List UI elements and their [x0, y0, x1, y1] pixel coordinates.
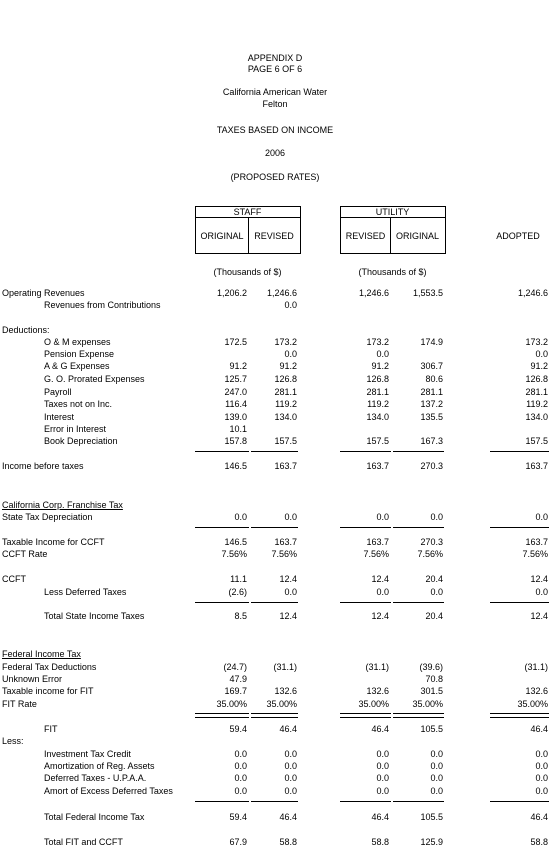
cell-value: 91.2 [371, 361, 389, 371]
cell-value: 91.2 [279, 361, 297, 371]
cell-value: 281.1 [420, 387, 443, 397]
cell-value: 91.2 [530, 361, 548, 371]
cell-value: 0.0 [234, 773, 247, 783]
row-label: Deferred Taxes - U.P.A.A. [44, 773, 147, 783]
cell-value: 135.5 [420, 412, 443, 422]
cell-value: 1,246.6 [266, 288, 297, 298]
cell-value: 167.3 [420, 436, 443, 446]
cell-value: 0.0 [284, 349, 297, 359]
cell-value: 0.0 [376, 349, 389, 359]
cell-value: 0.0 [376, 786, 389, 796]
cell-value: 0.0 [376, 749, 389, 759]
cell-value: 91.2 [229, 361, 247, 371]
row-label: Error in Interest [44, 424, 107, 434]
cell-value: 0.0 [535, 761, 548, 771]
cell-value: 0.0 [284, 761, 297, 771]
cell-value: 157.8 [224, 436, 247, 446]
staff-header: STAFF [233, 207, 262, 217]
cell-value: 126.8 [366, 374, 389, 384]
cell-value: 12.4 [371, 574, 389, 584]
row-label: Taxable Income for CCFT [2, 537, 105, 547]
cell-value: 0.0 [376, 761, 389, 771]
cell-value: 157.5 [366, 436, 389, 446]
cell-value: 105.5 [420, 812, 443, 822]
cell-value: 134.0 [525, 412, 548, 422]
row-label: Amortization of Reg. Assets [44, 761, 155, 771]
cell-value: 0.0 [430, 773, 443, 783]
staff-units-label: (Thousands of $) [213, 267, 282, 277]
cell-value: 247.0 [224, 387, 247, 397]
cell-value: 0.0 [284, 773, 297, 783]
underline-rule [195, 527, 249, 528]
cell-value: 35.00% [412, 699, 443, 709]
utility-units-label: (Thousands of $) [358, 267, 427, 277]
cell-value: 281.1 [366, 387, 389, 397]
cell-value: 35.00% [216, 699, 247, 709]
cell-value: 7.56% [522, 549, 548, 559]
cell-value: 0.0 [430, 512, 443, 522]
cell-value: 12.4 [279, 574, 297, 584]
cell-value: 0.0 [376, 773, 389, 783]
cell-value: 46.4 [279, 724, 297, 734]
cell-value: 0.0 [430, 761, 443, 771]
row-label: Investment Tax Credit [44, 749, 131, 759]
row-label: Interest [44, 412, 75, 422]
cell-value: 126.8 [525, 374, 548, 384]
double-underline-rule [393, 713, 444, 718]
underline-rule [251, 451, 298, 452]
cell-value: 12.4 [530, 574, 548, 584]
cell-value: 0.0 [284, 300, 297, 310]
cell-value: 59.4 [229, 812, 247, 822]
cell-value: 0.0 [284, 749, 297, 759]
cell-value: 301.5 [420, 686, 443, 696]
document-title: TAXES BASED ON INCOME [216, 125, 334, 135]
cell-value: 270.3 [420, 537, 443, 547]
row-label: Less: [2, 736, 24, 746]
underline-rule [340, 527, 391, 528]
cell-value: 46.4 [371, 812, 389, 822]
row-label: Total State Income Taxes [44, 611, 145, 621]
cell-value: 134.0 [366, 412, 389, 422]
cell-value: (2.6) [228, 587, 247, 597]
row-label: A & G Expenses [44, 361, 110, 371]
cell-value: 58.8 [530, 837, 548, 847]
row-label: Amort of Excess Deferred Taxes [44, 786, 173, 796]
cell-value: 58.8 [279, 837, 297, 847]
cell-value: 132.6 [525, 686, 548, 696]
cell-value: 0.0 [376, 512, 389, 522]
staff-revised-header: REVISED [254, 231, 294, 241]
cell-value: 173.2 [274, 337, 297, 347]
cell-value: 7.56% [271, 549, 297, 559]
row-label: Income before taxes [2, 461, 84, 471]
cell-value: 125.9 [420, 837, 443, 847]
underline-rule [490, 602, 549, 603]
cell-value: 35.00% [358, 699, 389, 709]
row-label: Operating Revenues [2, 288, 85, 298]
cell-value: 174.9 [420, 337, 443, 347]
row-label: CCFT [2, 574, 26, 584]
cell-value: 306.7 [420, 361, 443, 371]
cell-value: 7.56% [363, 549, 389, 559]
cell-value: 157.5 [274, 436, 297, 446]
underline-rule [393, 801, 444, 802]
cell-value: 281.1 [525, 387, 548, 397]
underline-rule [195, 602, 249, 603]
cell-value: 0.0 [430, 749, 443, 759]
cell-value: 0.0 [535, 786, 548, 796]
cell-value: 119.2 [367, 399, 389, 409]
underline-rule [340, 451, 391, 452]
cell-value: 132.6 [274, 686, 297, 696]
cell-value: 70.8 [425, 674, 443, 684]
cell-value: (31.1) [273, 662, 297, 672]
cell-value: (24.7) [223, 662, 247, 672]
cell-value: 146.5 [224, 461, 247, 471]
utility-revised-header: REVISED [345, 231, 386, 241]
cell-value: 169.7 [224, 686, 247, 696]
cell-value: 0.0 [535, 512, 548, 522]
underline-rule [340, 801, 391, 802]
underline-rule [195, 451, 249, 452]
underline-rule [393, 451, 444, 452]
page-number: PAGE 6 OF 6 [247, 64, 303, 74]
row-label: Unknown Error [2, 674, 63, 684]
cell-value: 0.0 [284, 786, 297, 796]
cell-value: 80.6 [425, 374, 443, 384]
underline-rule [340, 602, 391, 603]
cell-value: 139.0 [224, 412, 247, 422]
double-underline-rule [251, 713, 298, 718]
cell-value: 46.4 [530, 724, 548, 734]
cell-value: 20.4 [425, 574, 443, 584]
document-subtitle: (PROPOSED RATES) [230, 172, 320, 182]
row-label: Total Federal Income Tax [44, 812, 145, 822]
double-underline-rule [195, 713, 249, 718]
cell-value: 0.0 [535, 773, 548, 783]
row-label: Book Depreciation [44, 436, 118, 446]
row-label: Revenues from Contributions [44, 300, 161, 310]
cell-value: 67.9 [229, 837, 247, 847]
cell-value: 47.9 [229, 674, 247, 684]
row-label: Taxable income for FIT [2, 686, 94, 696]
row-label: State Tax Depreciation [2, 512, 93, 522]
cell-value: 46.4 [371, 724, 389, 734]
cell-value: 0.0 [430, 587, 443, 597]
cell-value: 0.0 [234, 786, 247, 796]
double-underline-rule [490, 713, 549, 718]
cell-value: 11.1 [230, 574, 247, 584]
row-label: Deductions: [2, 325, 50, 335]
underline-rule [251, 602, 298, 603]
double-underline-rule [340, 713, 391, 718]
cell-value: 46.4 [530, 812, 548, 822]
cell-value: (39.6) [419, 662, 443, 672]
cell-value: 35.00% [517, 699, 548, 709]
cell-value: 1,553.5 [412, 288, 443, 298]
cell-value: 46.4 [279, 812, 297, 822]
cell-value: 163.7 [366, 461, 389, 471]
underline-rule [393, 602, 444, 603]
row-label: FIT [44, 724, 58, 734]
row-label: Federal Income Tax [2, 649, 81, 659]
row-label: Federal Tax Deductions [2, 662, 97, 672]
utility-header: UTILITY [375, 207, 410, 217]
row-label: Taxes not on Inc. [44, 399, 113, 409]
row-label: Payroll [44, 387, 72, 397]
cell-value: 12.4 [371, 611, 389, 621]
row-label: FIT Rate [2, 699, 37, 709]
cell-value: 163.7 [274, 537, 297, 547]
cell-value: 270.3 [420, 461, 443, 471]
cell-value: 1,246.6 [517, 288, 548, 298]
cell-value: 173.2 [366, 337, 389, 347]
cell-value: 0.0 [234, 512, 247, 522]
underline-rule [490, 801, 549, 802]
cell-value: 7.56% [221, 549, 247, 559]
cell-value: 125.7 [224, 374, 247, 384]
cell-value: 163.7 [366, 537, 389, 547]
document-year: 2006 [264, 148, 286, 158]
cell-value: 12.4 [530, 611, 548, 621]
cell-value: 281.1 [274, 387, 297, 397]
cell-value: 137.2 [420, 399, 443, 409]
cell-value: 173.2 [525, 337, 548, 347]
cell-value: 0.0 [430, 786, 443, 796]
cell-value: 0.0 [535, 749, 548, 759]
cell-value: 35.00% [266, 699, 297, 709]
cell-value: 7.56% [417, 549, 443, 559]
cell-value: 163.7 [525, 537, 548, 547]
underline-rule [251, 527, 298, 528]
cell-value: 163.7 [525, 461, 548, 471]
underline-rule [490, 527, 549, 528]
cell-value: 0.0 [284, 512, 297, 522]
cell-value: 105.5 [420, 724, 443, 734]
underline-rule [251, 801, 298, 802]
cell-value: 8.5 [234, 611, 247, 621]
row-label: CCFT Rate [2, 549, 48, 559]
cell-value: 20.4 [425, 611, 443, 621]
cell-value: 119.2 [275, 399, 297, 409]
appendix-label: APPENDIX D [247, 53, 303, 63]
cell-value: 58.8 [371, 837, 389, 847]
cell-value: 146.5 [224, 537, 247, 547]
cell-value: 126.8 [274, 374, 297, 384]
cell-value: 0.0 [234, 761, 247, 771]
company-name: California American Water [222, 87, 328, 97]
cell-value: (31.1) [524, 662, 548, 672]
cell-value: 163.7 [274, 461, 297, 471]
cell-value: 134.0 [274, 412, 297, 422]
row-label: G. O. Prorated Expenses [44, 374, 145, 384]
row-label: Less Deferred Taxes [44, 587, 127, 597]
cell-value: 157.5 [525, 436, 548, 446]
underline-rule [393, 527, 444, 528]
utility-original-header: ORIGINAL [395, 231, 439, 241]
cell-value: 116.4 [225, 399, 247, 409]
row-label: California Corp. Franchise Tax [2, 500, 123, 510]
cell-value: 0.0 [535, 349, 548, 359]
cell-value: 119.2 [526, 399, 548, 409]
cell-value: 0.0 [284, 587, 297, 597]
cell-value: 132.6 [366, 686, 389, 696]
cell-value: 0.0 [234, 749, 247, 759]
adopted-header: ADOPTED [496, 231, 540, 241]
cell-value: 1,246.6 [358, 288, 389, 298]
row-label: Total FIT and CCFT [44, 837, 123, 847]
cell-value: 59.4 [229, 724, 247, 734]
cell-value: (31.1) [365, 662, 389, 672]
cell-value: 1,206.2 [216, 288, 247, 298]
cell-value: 172.5 [224, 337, 247, 347]
row-label: Pension Expense [44, 349, 115, 359]
cell-value: 0.0 [535, 587, 548, 597]
cell-value: 12.4 [279, 611, 297, 621]
district-name: Felton [262, 99, 288, 109]
staff-original-header: ORIGINAL [200, 231, 244, 241]
underline-rule [195, 801, 249, 802]
row-label: O & M expenses [44, 337, 111, 347]
underline-rule [490, 451, 549, 452]
cell-value: 10.1 [229, 424, 247, 434]
cell-value: 0.0 [376, 587, 389, 597]
